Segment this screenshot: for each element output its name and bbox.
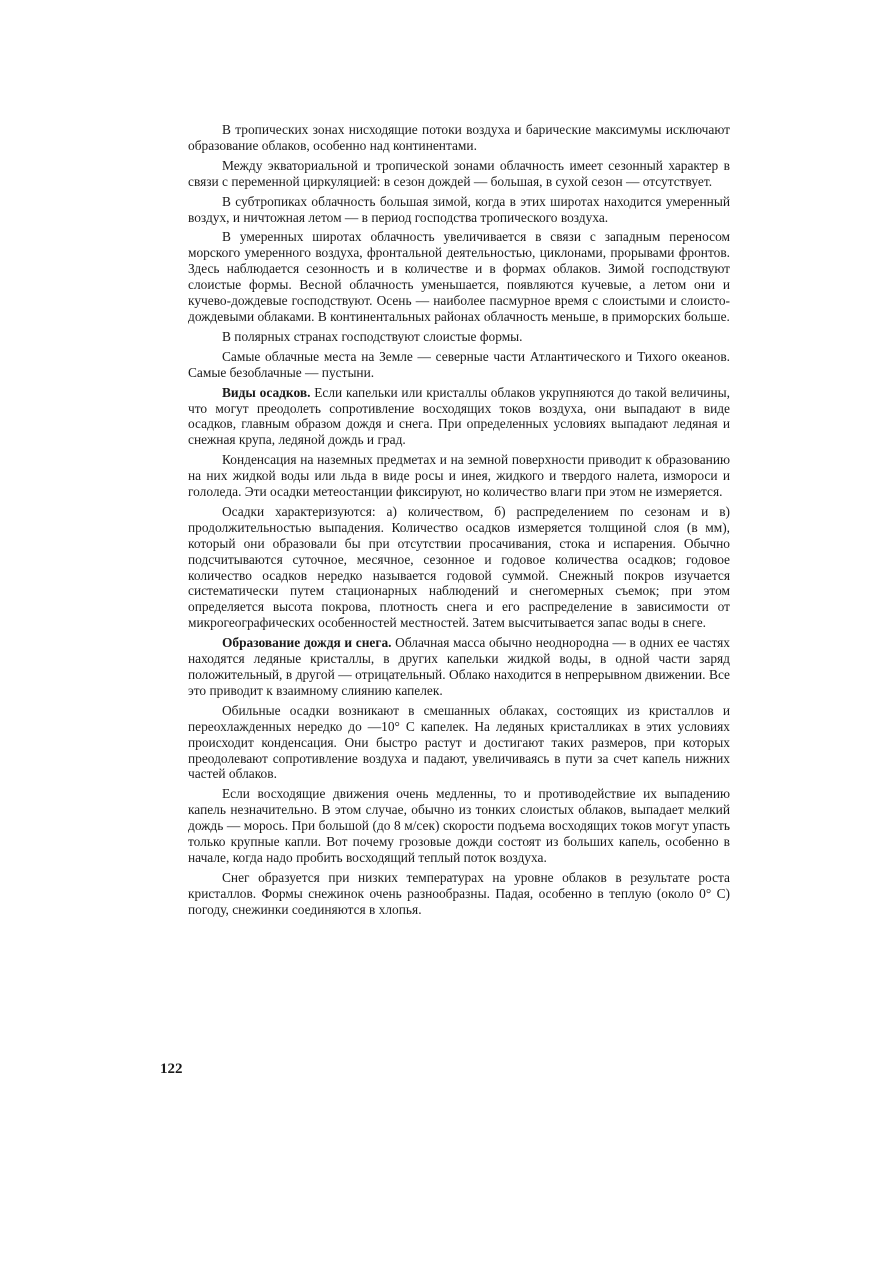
section-heading-rain-snow-formation: Образование дождя и снега. bbox=[222, 635, 392, 651]
paragraph-text: Конденсация на наземных предметах и на земной поверхности приводит к образованию на них жидкой воды или льда в виде росы и инея, жидкого и твердого налета, измороси и гололеда. Эти осадки метеостанции фиксируют, но количество влаги при этом не измеряется. bbox=[188, 452, 730, 500]
paragraph-text: Облачная масса обычно неоднородна — в одних ее частях находятся ледяные кристаллы, в других капельки жидкой воды, в одной части заряд положительный, в другой — отрицательный. Облако находится в непрерывном движении. Все это приводит к взаимному слиянию капелек. bbox=[188, 635, 730, 698]
paragraph-text: Снег образуется при низких температурах на уровне облаков в результате роста кристаллов. Формы снежинок очень разнообразны. Падая, особенно в теплую (около 0° С) погоду, снежинки соединяются в хлопья. bbox=[188, 869, 730, 917]
paragraph-text: Если капельки или кристаллы облаков укрупняются до такой величины, что могут преодолеть сопротивление восходящих токов воздуха, они выпадают в виде осадков, главным образом дождя и снега. При определенных условиях выпадают ледяная и снежная крупа, ледяной дождь и град. bbox=[188, 384, 730, 448]
paragraph-7 bbox=[188, 385, 730, 449]
paragraph-text: В тропических зонах нисходящие потоки воздуха и барические максимумы исключают образование облаков, особенно над континентами. bbox=[188, 122, 730, 153]
paragraph-text: Обильные осадки возникают в смешанных облаках, состоящих из кристаллов и переохлажденных нередко до —10° С капелек. На ледяных кристалликах в этих условиях происходит конденсация. Они быстро растут и достигают таких размеров, при которых преодолевают сопротивление воздуха и падают, увеличиваясь в пути за счет капель нижних частей облаков. bbox=[188, 702, 730, 782]
paragraph-11 bbox=[188, 703, 730, 783]
paragraph-text: Самые облачные места на Земле — северные части Атлантического и Тихого океанов. Самые безоблачные — пустыни. bbox=[188, 348, 730, 380]
paragraph-text: Если восходящие движения очень медленны, то и противодействие их выпадению капель незначительно. В этом случае, обычно из тонких слоистых облаков, выпадает мелкий дождь — морось. При большой (до 8 м/сек) скорости подъема восходящих токов могут упасть только крупные капли. Вот почему грозовые дожди состоят из больших капель, особенно в начале, когда надо пробить восходящий теплый поток воздуха. bbox=[188, 786, 730, 865]
paragraph-12 bbox=[188, 786, 730, 866]
paragraph-10 bbox=[188, 635, 730, 699]
paragraph-text: В полярных странах господствуют слоистые формы. bbox=[222, 328, 523, 344]
paragraph-1 bbox=[188, 122, 730, 154]
paragraph-3 bbox=[188, 194, 730, 226]
page-text-column bbox=[188, 122, 730, 918]
paragraph-2 bbox=[188, 158, 730, 190]
paragraph-6 bbox=[188, 349, 730, 381]
section-heading-precipitation-types: Виды осадков. bbox=[222, 384, 311, 400]
page-number: 122 bbox=[160, 1061, 183, 1077]
paragraph-4 bbox=[188, 229, 730, 324]
paragraph-8 bbox=[188, 452, 730, 500]
paragraph-text: Осадки характеризуются: а) количеством, б) распределением по сезонам и в) продолжительностью выпадения. Количество осадков измеряется толщиной слоя (в мм), который они образовали бы при отсутствии просачивания, стока и испарения. Обычно подсчитываются суточное, месячное, сезонное и годовое количества осадков; годовое количество осадков нередко называется годовой суммой. Снежный покров изучается систематически путем стационарных наблюдений и снегомерных съемок; при этом определяется высота покрова, плотность снега и его распределение в зависимости от микрогеографических особенностей местностей. Затем высчитывается запас воды в снеге. bbox=[188, 503, 730, 631]
paragraph-9 bbox=[188, 504, 730, 631]
paragraph-5 bbox=[188, 329, 730, 345]
paragraph-text: Между экваториальной и тропической зонами облачность имеет сезонный характер в связи с переменной циркуляцией: в сезон дождей — большая, в сухой сезон — отсутствует. bbox=[188, 157, 730, 189]
paragraph-text: В субтропиках облачность большая зимой, когда в этих широтах находится умеренный воздух, и ничтожная летом — в период господства тропического воздуха. bbox=[188, 193, 730, 225]
paragraph-13 bbox=[188, 870, 730, 918]
paragraph-text: В умеренных широтах облачность увеличивается в связи с западным переносом морского умеренного воздуха, фронтальной деятельностью, циклонами, прорывами фронтов. Здесь наблюдается сезонность и в количестве и в формах облаков. Зимой господствуют слоистые формы. Весной облачность уменьшается, появляются кучевые, а летом они и кучево-дождевые господствуют. Осень — наиболее пасмурное время с слоистыми и слоисто-дождевыми облаками. В континентальных районах облачность меньше, в приморских больше. bbox=[188, 229, 730, 324]
